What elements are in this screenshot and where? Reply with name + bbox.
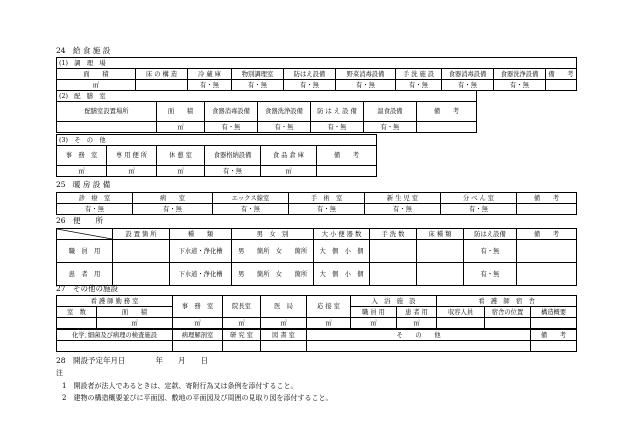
serving-room-table bbox=[56, 90, 477, 133]
header-cell: 野菜消毒設備 bbox=[336, 69, 396, 80]
header-cell: 防 は え 設 備 bbox=[311, 102, 364, 122]
value-cell[interactable]: ㎡ bbox=[157, 122, 205, 133]
section-25-title: 25 暖 房 設 備 bbox=[56, 180, 111, 189]
value-cell[interactable] bbox=[57, 122, 157, 133]
value-cell[interactable] bbox=[57, 341, 173, 352]
serving-room-label: (2) 配 膳 室 bbox=[57, 91, 477, 102]
header-cell: 構造概要 bbox=[531, 307, 577, 318]
value-cell[interactable]: 有・無 bbox=[311, 122, 364, 133]
header-cell: 配膳室設置場所 bbox=[57, 102, 157, 122]
note-item-2: 2 建物の構造概要並びに平面図、敷地の平面図及び周囲の見取り図を添付すること。 bbox=[62, 394, 333, 402]
value-cell[interactable]: ㎡ bbox=[107, 166, 157, 177]
value-cell[interactable]: 有・無 bbox=[364, 122, 417, 133]
value-cell[interactable]: ㎡ bbox=[157, 166, 205, 177]
value-cell[interactable] bbox=[223, 341, 261, 352]
value-cell[interactable]: 有・無 bbox=[441, 204, 517, 215]
header-cell: 防はえ設備 bbox=[464, 229, 517, 240]
header-cell: 手 術 室 bbox=[289, 193, 365, 204]
header-cell: 面 積 bbox=[57, 69, 136, 80]
value-cell[interactable]: 有・無 bbox=[365, 204, 441, 215]
header-cell: 手 洗 数 bbox=[370, 229, 417, 240]
row-label: 職 員 用 bbox=[57, 240, 113, 263]
serving-value-row bbox=[57, 122, 477, 133]
value-cell[interactable]: 男 箇所 女 箇所 bbox=[232, 263, 314, 286]
value-cell[interactable]: 有・無 bbox=[213, 204, 289, 215]
value-cell[interactable]: ㎡ bbox=[223, 318, 261, 329]
value-cell[interactable]: 有・無 bbox=[205, 166, 261, 177]
header-cell: 備 考 bbox=[546, 69, 577, 80]
value-cell[interactable] bbox=[437, 318, 485, 329]
other-value-row bbox=[57, 166, 377, 177]
value-cell[interactable] bbox=[417, 263, 464, 286]
value-cell[interactable] bbox=[113, 240, 170, 263]
notes-heading: 注 bbox=[56, 369, 63, 377]
header-cell: 職 員 用 bbox=[351, 307, 397, 318]
header-cell: 食器洗浄設備 bbox=[494, 69, 546, 80]
header-cell: 研 究 室 bbox=[223, 330, 261, 341]
value-cell[interactable]: 有・無 bbox=[494, 80, 546, 91]
misc-facilities-table bbox=[56, 295, 577, 329]
value-cell[interactable]: ㎡ bbox=[307, 318, 351, 329]
value-cell[interactable]: ㎡ bbox=[173, 318, 223, 329]
misc-facilities-table-2 bbox=[56, 329, 577, 352]
value-cell[interactable]: ㎡ bbox=[57, 166, 107, 177]
header-cell: 図 書 室 bbox=[261, 330, 307, 341]
toilet-row-staff bbox=[57, 240, 577, 263]
heating-table bbox=[56, 192, 577, 215]
value-cell[interactable]: 有・無 bbox=[284, 80, 336, 91]
header-cell: 男 女 別 bbox=[232, 229, 314, 240]
header-cell: 収容人員 bbox=[437, 307, 485, 318]
value-cell[interactable] bbox=[307, 341, 531, 352]
value-cell[interactable]: 有・無 bbox=[232, 80, 284, 91]
header-cell: 冷 蔵 庫 bbox=[188, 69, 232, 80]
header-cell: 入 浴 施 設 bbox=[351, 296, 437, 307]
header-cell: 患 者 用 bbox=[397, 307, 437, 318]
header-cell: 温食設備 bbox=[364, 102, 417, 122]
header-cell: 診 療 室 bbox=[57, 193, 133, 204]
value-cell[interactable]: 下水道・浄化槽 bbox=[170, 263, 232, 286]
header-cell: 看 護 師 宿 舎 bbox=[437, 296, 577, 307]
value-cell[interactable]: 大 個 小 個 bbox=[314, 263, 370, 286]
header-cell: 食 品 倉 庫 bbox=[261, 146, 317, 166]
header-cell: 化学､細菌及び病理の検査施設 bbox=[57, 330, 173, 341]
header-cell: 面 積 bbox=[97, 307, 173, 318]
header-cell: 食器洗浄設備 bbox=[258, 102, 311, 122]
value-cell[interactable]: ㎡ bbox=[397, 318, 437, 329]
header-cell: 防はえ設備 bbox=[284, 69, 336, 80]
header-cell: 院長室 bbox=[223, 296, 261, 318]
misc-value-row bbox=[57, 318, 577, 329]
header-cell: 事 務 室 bbox=[173, 296, 223, 318]
header-cell: 食器消毒設備 bbox=[205, 102, 258, 122]
value-cell[interactable]: ㎡ bbox=[351, 318, 397, 329]
other-label: (3) そ の 他 bbox=[57, 135, 377, 146]
value-cell[interactable] bbox=[370, 263, 417, 286]
value-cell[interactable] bbox=[173, 341, 223, 352]
value-cell[interactable] bbox=[531, 341, 577, 352]
header-cell: そ の 他 bbox=[307, 330, 531, 341]
row-label: 患 者 用 bbox=[57, 263, 113, 286]
header-cell: 床 種 類 bbox=[417, 229, 464, 240]
value-cell[interactable]: 大 個 小 個 bbox=[314, 240, 370, 263]
value-cell[interactable] bbox=[485, 318, 531, 329]
header-cell: 備 考 bbox=[417, 102, 477, 122]
toilet-row-patient bbox=[57, 263, 577, 286]
section-24-title: 24 給 食 施 設 bbox=[56, 46, 111, 55]
header-cell: 大 小 便 器 数 bbox=[314, 229, 370, 240]
header-cell: 面 積 bbox=[157, 102, 205, 122]
header-cell: 専 用 便 所 bbox=[107, 146, 157, 166]
value-cell[interactable] bbox=[113, 263, 170, 286]
value-cell[interactable]: 有・無 bbox=[336, 80, 396, 91]
header-cell: 病理解剖室 bbox=[173, 330, 223, 341]
value-cell[interactable]: ㎡ bbox=[261, 318, 307, 329]
value-cell[interactable]: 有・無 bbox=[258, 122, 311, 133]
value-cell[interactable] bbox=[517, 204, 577, 215]
section-27-title: 27 その他の施設 bbox=[56, 284, 119, 293]
header-cell: エックス線室 bbox=[213, 193, 289, 204]
value-cell[interactable]: 有・無 bbox=[464, 263, 517, 286]
header-cell: 種 類 bbox=[170, 229, 232, 240]
header-cell: 室 数 bbox=[57, 307, 97, 318]
header-cell: 病 室 bbox=[133, 193, 213, 204]
header-cell: 休 憩 室 bbox=[157, 146, 205, 166]
value-cell[interactable] bbox=[261, 341, 307, 352]
header-cell: 床 の 構 造 bbox=[136, 69, 188, 80]
value-cell[interactable]: 有・無 bbox=[57, 204, 133, 215]
header-cell: 設 置 箇 所 bbox=[113, 229, 170, 240]
toilet-table bbox=[56, 228, 577, 286]
diagonal-header-cell bbox=[57, 229, 113, 240]
kitchen-table bbox=[56, 57, 577, 91]
value-cell[interactable] bbox=[370, 240, 417, 263]
header-cell: 医 局 bbox=[261, 296, 307, 318]
header-cell: 備 考 bbox=[517, 229, 577, 240]
header-cell: 新 生 児 室 bbox=[365, 193, 441, 204]
value-cell[interactable] bbox=[317, 166, 377, 177]
misc-header-row-2 bbox=[57, 330, 577, 341]
heating-value-row bbox=[57, 204, 577, 215]
section-28-opening-date: 28 開設予定年月日 年 月 日 bbox=[56, 356, 209, 365]
value-cell[interactable]: 有・無 bbox=[396, 80, 442, 91]
section-26-title: 26 便 所 bbox=[56, 216, 104, 225]
diagonal-line bbox=[57, 229, 112, 239]
header-cell: 分 べ ん 室 bbox=[441, 193, 517, 204]
header-cell: 応 接 室 bbox=[307, 296, 351, 318]
value-cell[interactable] bbox=[517, 263, 577, 286]
value-cell[interactable]: 有・無 bbox=[464, 240, 517, 263]
value-cell[interactable] bbox=[531, 318, 577, 329]
other-header-row bbox=[57, 146, 377, 166]
value-cell[interactable] bbox=[136, 80, 188, 91]
value-cell[interactable]: ㎡ bbox=[57, 80, 136, 91]
value-cell[interactable]: 有・無 bbox=[188, 80, 232, 91]
toilet-header-row bbox=[57, 229, 577, 240]
value-cell[interactable] bbox=[57, 318, 97, 329]
heating-header-row bbox=[57, 193, 577, 204]
value-cell[interactable]: 有・無 bbox=[205, 122, 258, 133]
value-cell[interactable]: 男 箇所 女 箇所 bbox=[232, 240, 314, 263]
value-cell[interactable]: 有・無 bbox=[442, 80, 494, 91]
kitchen-label: (1) 調 理 場 bbox=[57, 58, 577, 69]
misc-value-row-2 bbox=[57, 341, 577, 352]
other-facilities-table bbox=[56, 134, 377, 177]
note-item-1: 1 開設者が法人であるときは、定款、寄附行為又は条例を添付すること。 bbox=[62, 382, 298, 390]
header-cell: 備 考 bbox=[317, 146, 377, 166]
header-cell: 備 考 bbox=[517, 193, 577, 204]
serving-header-row bbox=[57, 102, 477, 122]
kitchen-value-row bbox=[57, 80, 577, 91]
header-cell: 物別調理室 bbox=[232, 69, 284, 80]
header-cell: 事 務 室 bbox=[57, 146, 107, 166]
header-cell: 備 考 bbox=[531, 330, 577, 341]
value-cell[interactable] bbox=[546, 80, 577, 91]
value-cell[interactable]: 有・無 bbox=[289, 204, 365, 215]
value-cell[interactable] bbox=[417, 122, 477, 133]
value-cell[interactable]: ㎡ bbox=[261, 166, 317, 177]
header-cell: 看 護 師 勤 務 室 bbox=[57, 296, 173, 307]
value-cell[interactable]: 有・無 bbox=[133, 204, 213, 215]
value-cell[interactable]: 下水道・浄化槽 bbox=[170, 240, 232, 263]
value-cell[interactable]: ㎡ bbox=[97, 318, 173, 329]
kitchen-header-row bbox=[57, 69, 577, 80]
header-cell: 食器格納設備 bbox=[205, 146, 261, 166]
value-cell[interactable] bbox=[417, 240, 464, 263]
header-cell: 宿舎の位置 bbox=[485, 307, 531, 318]
header-cell: 手 洗 施 設 bbox=[396, 69, 442, 80]
header-cell: 食器消毒設備 bbox=[442, 69, 494, 80]
value-cell[interactable] bbox=[517, 240, 577, 263]
